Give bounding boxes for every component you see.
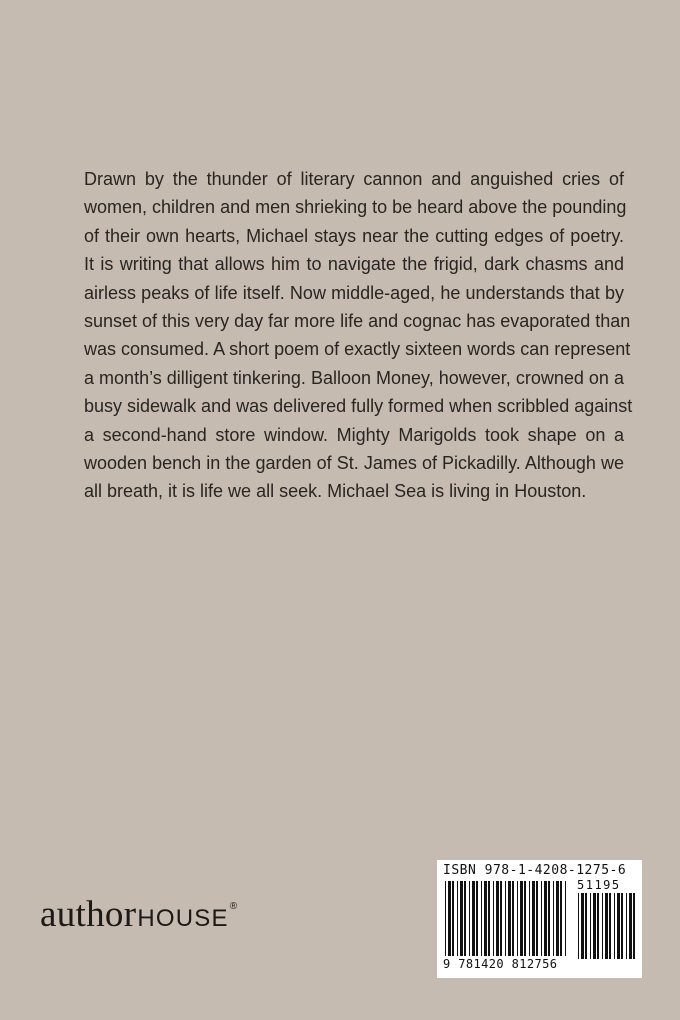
barcode-bar bbox=[476, 881, 478, 956]
blurb-line: a second-hand store window. Mighty Marigolds took shape on a bbox=[84, 424, 624, 445]
barcode-bar bbox=[524, 881, 526, 956]
barcode-bar bbox=[626, 893, 627, 959]
back-cover-blurb bbox=[84, 165, 633, 506]
barcode-bar bbox=[548, 881, 550, 956]
publisher-logo-author: author bbox=[40, 894, 137, 935]
ean-digits: 9 781420 812756 bbox=[443, 957, 558, 971]
blurb-line: sunset of this very day far more life and cognac has evaporated than bbox=[84, 310, 631, 331]
barcode-bar bbox=[460, 881, 463, 956]
barcode-bar bbox=[481, 881, 482, 956]
barcode-bar bbox=[553, 881, 554, 956]
barcode-bar bbox=[529, 881, 530, 956]
barcode-bar bbox=[532, 881, 535, 956]
barcode-bar bbox=[617, 893, 620, 959]
isbn-number: ISBN 978-1-4208-1275-6 bbox=[443, 863, 627, 878]
publisher-logo bbox=[40, 893, 300, 943]
barcode-bar bbox=[565, 881, 566, 956]
barcode-bar bbox=[602, 893, 603, 959]
barcode-bar bbox=[488, 881, 490, 956]
barcode-bar bbox=[560, 881, 562, 956]
blurb-line: wooden bench in the garden of St. James of Pickadilly. Although we bbox=[84, 452, 624, 473]
barcode-bar bbox=[505, 881, 506, 956]
barcode-bar bbox=[472, 881, 475, 956]
barcode-bar bbox=[541, 881, 542, 956]
barcode-bar bbox=[484, 881, 487, 956]
barcode-bar bbox=[536, 881, 538, 956]
blurb-line: a month’s dilligent tinkering. Balloon Money, however, crowned on a bbox=[84, 367, 624, 388]
isbn-barcode-box bbox=[437, 860, 642, 978]
blurb-line: of their own hearts, Michael stays near the cutting edges of poetry. bbox=[84, 225, 624, 246]
barcode-bar bbox=[585, 893, 587, 959]
barcode-bar bbox=[544, 881, 547, 956]
publisher-logo-house: HOUSE bbox=[137, 905, 229, 932]
barcode-bar bbox=[457, 881, 458, 956]
blurb-line: busy sidewalk and was delivered fully formed when scribbled against bbox=[84, 396, 633, 417]
barcode-bar bbox=[621, 893, 623, 959]
barcode-bar bbox=[512, 881, 514, 956]
barcode-bar bbox=[609, 893, 611, 959]
barcode-bar bbox=[581, 893, 584, 959]
barcode-bar bbox=[517, 881, 518, 956]
barcode-bar bbox=[590, 893, 591, 959]
blurb-line: women, children and men shrieking to be heard above the pounding bbox=[84, 197, 627, 218]
barcode-bar bbox=[633, 893, 635, 959]
barcode-bar bbox=[597, 893, 599, 959]
blurb-line: airless peaks of life itself. Now middle-aged, he understands that by bbox=[84, 282, 624, 303]
barcode-bar bbox=[500, 881, 502, 956]
barcode-bar bbox=[605, 893, 608, 959]
barcode-bar bbox=[496, 881, 499, 956]
blurb-line: Drawn by the thunder of literary cannon and anguished cries of bbox=[84, 169, 624, 189]
barcode-bar bbox=[629, 893, 632, 959]
barcode-bar bbox=[593, 893, 596, 959]
price-code: 51195 bbox=[577, 878, 621, 892]
blurb-line: It is writing that allows him to navigate the frigid, dark chasms and bbox=[84, 254, 624, 275]
blurb-line: all breath, it is life we all seek. Michael Sea is living in Houston. bbox=[84, 481, 587, 502]
barcode-bar bbox=[452, 881, 454, 956]
barcode-bar bbox=[493, 881, 494, 956]
barcode-bar bbox=[508, 881, 511, 956]
barcode-bar bbox=[556, 881, 559, 956]
barcode-bar bbox=[445, 881, 446, 956]
barcode-bar bbox=[469, 881, 470, 956]
barcode-bar bbox=[520, 881, 523, 956]
barcode-bar bbox=[614, 893, 615, 959]
barcode-bar bbox=[448, 881, 451, 956]
barcode-bar bbox=[578, 893, 579, 959]
blurb-line: was consumed. A short poem of exactly sixteen words can represent bbox=[84, 339, 631, 360]
registered-mark: ® bbox=[229, 901, 238, 912]
barcode-bar bbox=[464, 881, 466, 956]
